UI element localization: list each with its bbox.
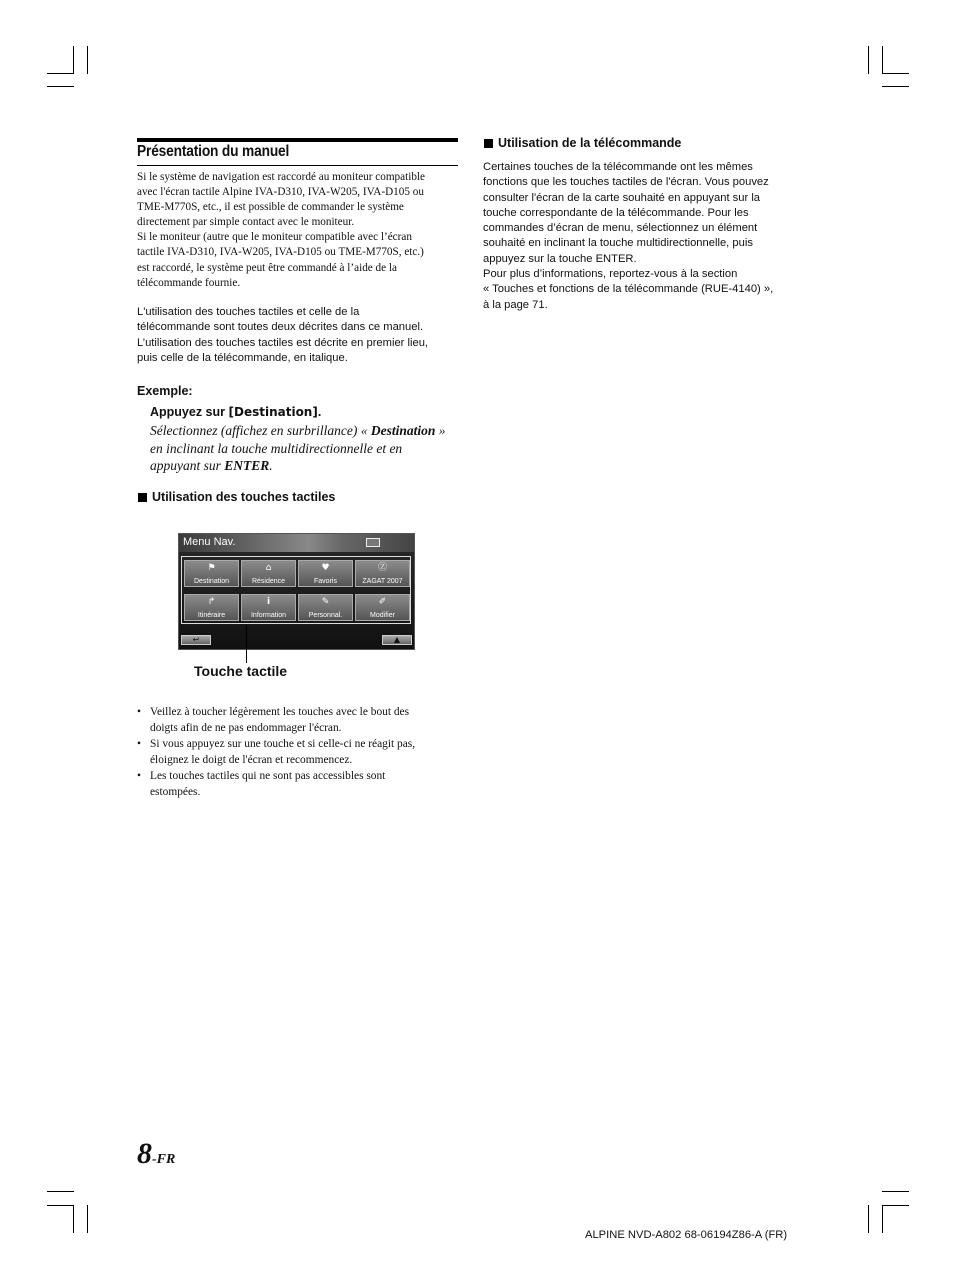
italic-line — [150, 457, 445, 475]
tile-zagat[interactable] — [355, 560, 410, 587]
instruction-suffix: . — [317, 405, 322, 419]
map-icon[interactable] — [366, 538, 380, 547]
wrench-icon: ✎ — [321, 597, 330, 607]
text-line: • Si vous appuyez sur une touche et si celle-ci ne réagit pas, — [150, 738, 416, 750]
tile-label: ZAGAT 2007 — [362, 578, 403, 585]
crop-mark — [87, 46, 88, 74]
text-line: est raccordé, le système peut être commandé à l’aide de la — [137, 261, 397, 274]
crop-mark — [882, 86, 909, 87]
title-underline — [137, 165, 458, 166]
callout-label: Touche tactile — [194, 663, 288, 679]
text-line: « Touches et fonctions de la télécommande (RUE-4140) », — [483, 283, 774, 296]
page-number — [137, 1138, 175, 1176]
text-line: consulter l'écran de la carte souhaité en appuyant sur la — [483, 191, 761, 204]
text-line: Si le système de navigation est raccordé au moniteur compatible — [137, 171, 425, 183]
text-line: TME-M770S, etc., il est possible de commander le système — [137, 201, 404, 214]
example-instruction — [150, 405, 321, 419]
screen-header — [179, 534, 414, 552]
text-line: avec l'écran tactile Alpine IVA-D310, IVA-W205, IVA-D105 ou — [137, 186, 424, 199]
crop-mark — [47, 1205, 74, 1206]
crop-mark — [882, 46, 883, 74]
text-line: à la page 71. — [483, 298, 548, 311]
usage-paragraph — [137, 305, 467, 366]
list-item — [137, 704, 467, 736]
touch-key-grid — [181, 556, 411, 624]
tile-itineraire[interactable] — [184, 594, 239, 621]
crop-mark — [882, 1191, 909, 1192]
text-line: Certaines touches de la télécommande ont les mêmes — [483, 161, 753, 173]
tile-label: Résidence — [251, 578, 286, 585]
text-line: télécommande fournie. — [137, 276, 241, 289]
flag-icon: ⚑ — [207, 563, 216, 573]
remote-section-heading — [484, 136, 681, 150]
example-italic — [150, 422, 445, 475]
italic-bold: Destination — [370, 423, 436, 438]
route-icon: ↱ — [207, 597, 216, 607]
destination-key: [Destination] — [228, 405, 318, 419]
text-line: L'utilisation des touches tactiles et celle de la — [137, 306, 360, 318]
example-heading: Exemple: — [137, 384, 193, 398]
crop-mark — [868, 46, 869, 74]
italic-line — [150, 422, 445, 440]
crop-mark — [87, 1205, 88, 1233]
tile-destination[interactable] — [184, 560, 239, 587]
crop-mark — [47, 1191, 74, 1192]
text-line: Pour plus d’informations, reportez-vous à la section — [483, 268, 738, 281]
tile-label: Modifier — [370, 612, 395, 619]
zagat-icon: Ⓩ — [377, 563, 387, 573]
italic-text: appuyant sur — [150, 458, 225, 473]
list-item — [137, 768, 467, 800]
text-line: commandes d’écran de menu, sélectionnez un élément — [483, 222, 758, 235]
text-line: fonctions que les touches tactiles de l'écran. Vous pouvez — [483, 176, 769, 189]
tile-modifier[interactable] — [355, 594, 410, 621]
crop-mark — [47, 73, 74, 74]
text-line: estompées. — [150, 786, 201, 798]
text-line: appuyez sur la touche ENTER. — [483, 252, 637, 265]
section-title: Présentation du manuel — [137, 143, 290, 160]
callout-line — [246, 625, 247, 663]
square-bullet-icon — [138, 493, 147, 502]
crop-mark — [868, 1205, 869, 1233]
info-icon: i — [266, 597, 271, 607]
touch-section-heading — [138, 490, 335, 504]
list-item — [137, 736, 467, 768]
text-line: • Veillez à toucher légèrement les touches avec le bout des — [150, 706, 410, 718]
tile-favoris[interactable] — [298, 560, 353, 587]
text-line: souhaité en inclinant la touche multidirectionnelle, puis — [483, 237, 753, 250]
remote-paragraph — [483, 160, 813, 313]
tile-information[interactable] — [241, 594, 296, 621]
text-line: • Les touches tactiles qui ne sont pas accessibles sont — [150, 770, 386, 782]
tile-residence[interactable] — [241, 560, 296, 587]
text-line: Si le moniteur (autre que le moniteur compatible avec l’écran — [137, 231, 412, 244]
text-line: doigts afin de ne pas endommager l'écran. — [150, 722, 342, 734]
tile-label: Information — [250, 612, 287, 619]
text-line: télécommande sont toutes deux décrites dans ce manuel. — [137, 321, 424, 334]
pencil-icon: ✐ — [378, 597, 387, 607]
crop-mark — [882, 1205, 883, 1233]
home-icon: ⌂ — [265, 563, 272, 573]
italic-line: en inclinant la touche multidirectionnelle et en — [150, 440, 403, 456]
bullet-list — [137, 704, 467, 800]
tile-label: Personnal. — [308, 612, 343, 619]
heading-text: Utilisation des touches tactiles — [152, 490, 336, 504]
italic-bold: ENTER — [224, 458, 270, 473]
square-bullet-icon — [484, 139, 493, 148]
heart-icon: ♥ — [321, 563, 330, 573]
crop-mark — [882, 1205, 909, 1206]
italic-text: . — [269, 458, 273, 473]
tile-label: Itinéraire — [197, 612, 226, 619]
nav-menu-screen — [178, 533, 415, 650]
text-line: L’utilisation des touches tactiles est décrite en premier lieu, — [137, 336, 429, 349]
back-button[interactable]: ↩ — [181, 635, 211, 645]
footer-code: ALPINE NVD-A802 68-06194Z86-A (FR) — [585, 1229, 788, 1241]
scroll-up-button[interactable]: ▲ — [382, 635, 412, 645]
crop-mark — [47, 86, 74, 87]
crop-mark — [882, 73, 909, 74]
page-number-suffix: -FR — [152, 1152, 176, 1167]
tile-label: Favoris — [314, 578, 337, 585]
text-line: tactile IVA-D310, IVA-W205, IVA-D105 ou TME-M770S, etc.) — [137, 246, 424, 259]
tile-personnal[interactable] — [298, 594, 353, 621]
italic-text: » — [435, 423, 446, 438]
page-number-digit: 8 — [137, 1137, 152, 1170]
screen-title: Menu Nav. — [183, 536, 236, 548]
crop-mark — [73, 1205, 74, 1233]
tile-label: Destination — [193, 578, 230, 585]
instruction-prefix: Appuyez sur — [150, 405, 229, 419]
text-line: éloignez le doigt de l'écran et recommencez. — [150, 754, 353, 766]
crop-mark — [73, 46, 74, 74]
text-line: directement par simple contact avec le moniteur. — [137, 216, 355, 229]
title-rule — [137, 138, 458, 142]
heading-text: Utilisation de la télécommande — [498, 136, 682, 150]
text-line: puis celle de la télécommande, en italique. — [137, 351, 348, 364]
intro-paragraph — [137, 170, 467, 291]
italic-text: Sélectionnez (affichez en surbrillance) « — [150, 423, 371, 438]
text-line: touche correspondante de la télécommande. Pour les — [483, 206, 749, 219]
